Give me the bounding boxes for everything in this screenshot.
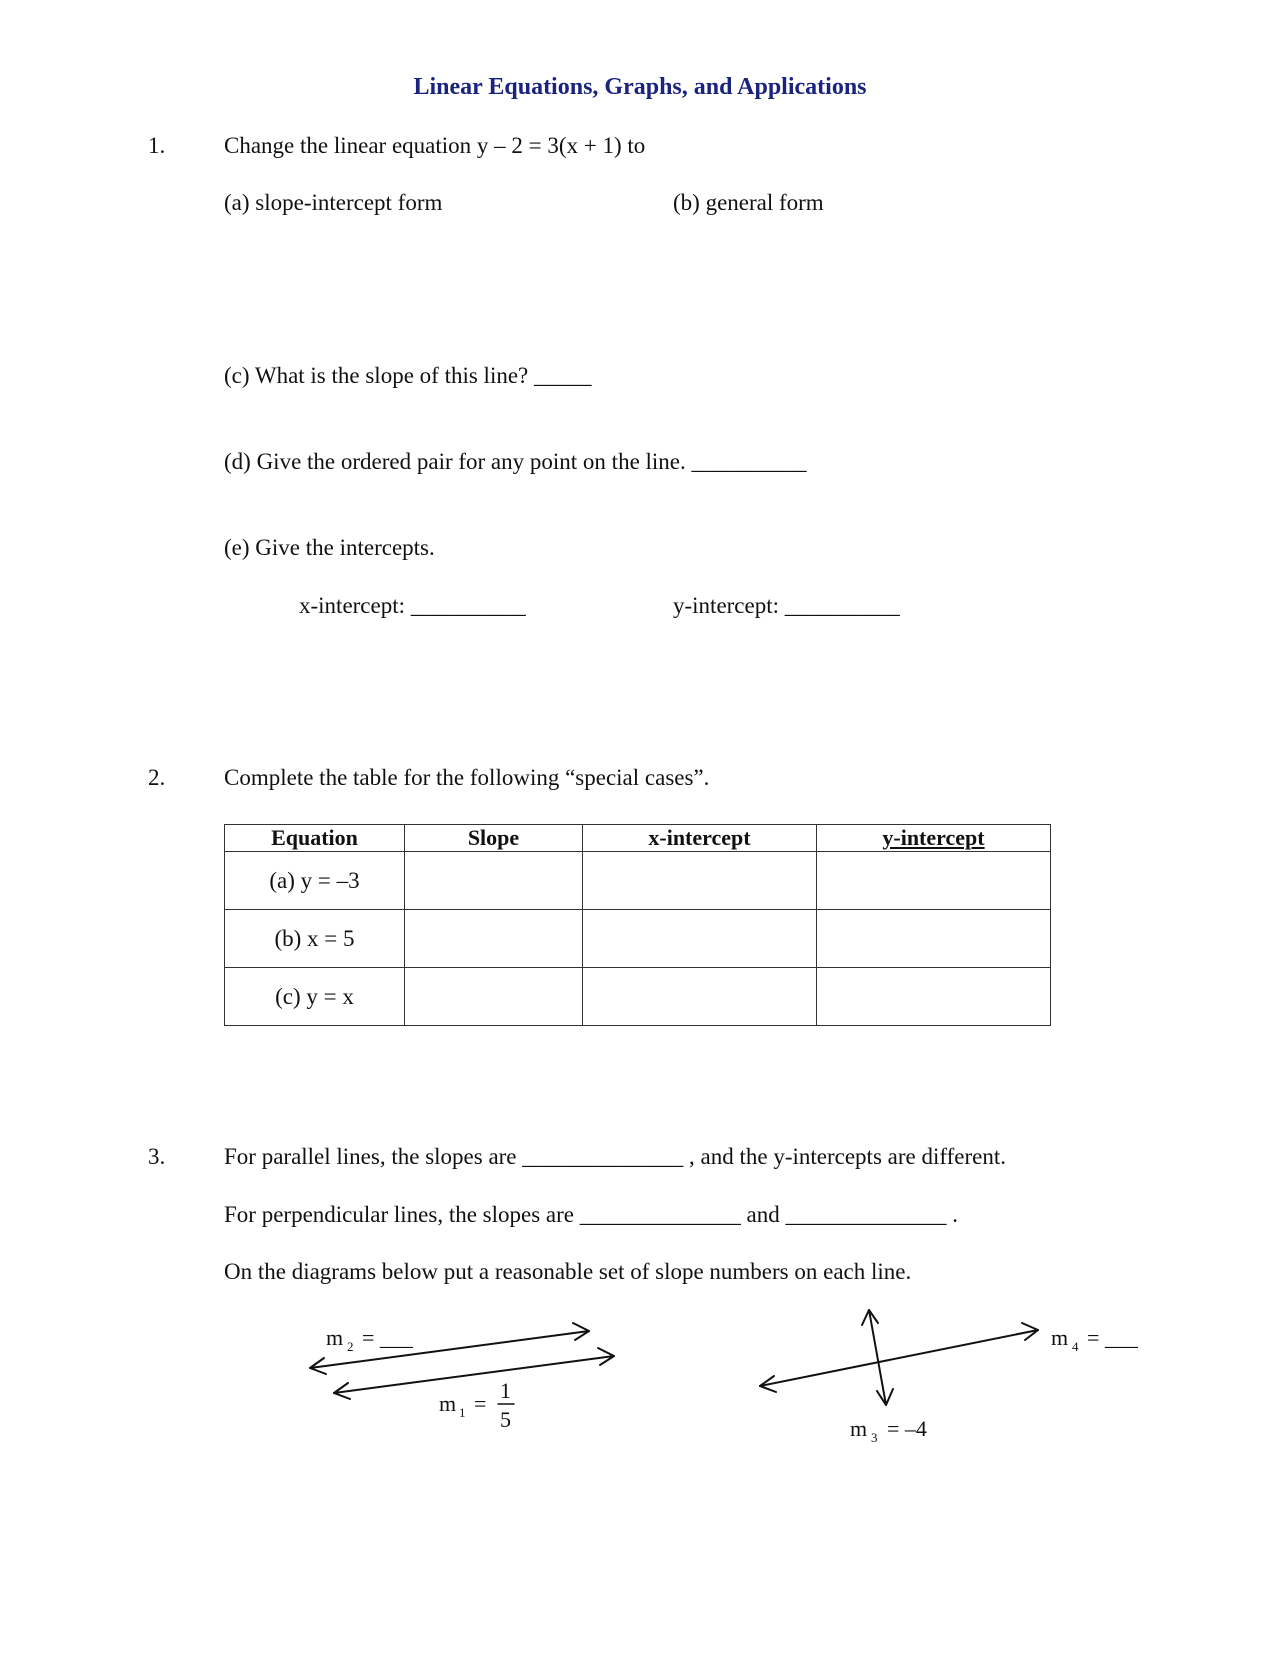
m1-equals: =: [474, 1391, 487, 1416]
header-equation: Equation: [225, 825, 405, 852]
x-intercept-blank: x-intercept: __________: [299, 593, 526, 618]
y-intercept-cell[interactable]: [817, 968, 1051, 1026]
m2-subscript: 2: [347, 1339, 354, 1354]
question-1d: (d) Give the ordered pair for any point on the line. __________: [224, 449, 807, 474]
m3-label: m: [850, 1416, 868, 1441]
page-title: Linear Equations, Graphs, and Applications: [413, 74, 867, 100]
question-1-number: 1.: [148, 133, 166, 158]
y-intercept-blank: y-intercept: __________: [673, 593, 900, 618]
question-1b: (b) general form: [673, 190, 824, 215]
x-intercept-cell[interactable]: [583, 852, 817, 910]
perpendicular-line-m4: [760, 1323, 1038, 1392]
slope-cell[interactable]: [405, 852, 583, 910]
m2-blank: = ___: [362, 1325, 413, 1350]
x-intercept-cell[interactable]: [583, 910, 817, 968]
equation-cell: (b) x = 5: [225, 910, 405, 968]
question-1-prompt: Change the linear equation y – 2 = 3(x + 1) to: [224, 133, 646, 158]
slope-diagrams: [0, 1300, 1280, 1470]
question-2-prompt: Complete the table for the following “special cases”.: [224, 765, 710, 790]
m1-label: m: [439, 1391, 457, 1416]
perpendicular-line-m3: [862, 1310, 893, 1405]
x-intercept-cell[interactable]: [583, 968, 817, 1026]
m4-blank: = ___: [1087, 1325, 1138, 1350]
question-1e: (e) Give the intercepts.: [224, 535, 435, 560]
slope-cell[interactable]: [405, 910, 583, 968]
table-row: [225, 968, 1051, 1026]
header-y-intercept: y-intercept: [817, 825, 1051, 852]
y-intercept-cell[interactable]: [817, 910, 1051, 968]
table-row: [225, 852, 1051, 910]
slope-cell[interactable]: [405, 968, 583, 1026]
question-2-number: 2.: [148, 765, 166, 790]
question-1c: (c) What is the slope of this line? _____: [224, 363, 592, 388]
equation-cell: (c) y = x: [225, 968, 405, 1026]
m3-value: = –4: [887, 1416, 927, 1441]
parallel-lines-statement: For parallel lines, the slopes are ______________ , and the y-intercepts are different.: [224, 1144, 1006, 1169]
equation-cell: (a) y = –3: [225, 852, 405, 910]
header-slope: Slope: [405, 825, 583, 852]
header-x-intercept: x-intercept: [583, 825, 817, 852]
diagram-instruction: On the diagrams below put a reasonable set of slope numbers on each line.: [224, 1259, 912, 1284]
question-1a: (a) slope-intercept form: [224, 190, 443, 215]
m4-label: m: [1051, 1325, 1069, 1350]
m2-label: m: [326, 1325, 344, 1350]
m1-subscript: 1: [459, 1405, 466, 1420]
special-cases-table: [224, 824, 1051, 1026]
y-intercept-cell[interactable]: [817, 852, 1051, 910]
perpendicular-lines-statement: For perpendicular lines, the slopes are ______________ and ______________ .: [224, 1202, 958, 1227]
table-row: [225, 910, 1051, 968]
m1-denominator: 5: [500, 1407, 511, 1432]
m1-numerator: 1: [500, 1378, 511, 1403]
question-3-number: 3.: [148, 1144, 166, 1169]
m4-subscript: 4: [1072, 1339, 1079, 1354]
m3-subscript: 3: [871, 1430, 878, 1445]
table-header-row: [225, 825, 1051, 852]
